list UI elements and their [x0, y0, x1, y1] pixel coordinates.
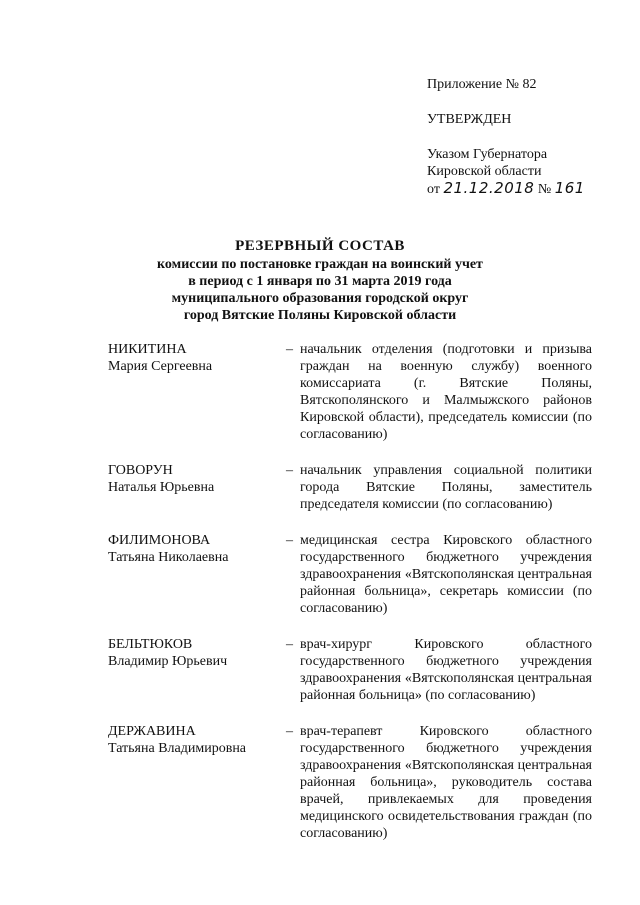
date-prefix: от — [427, 182, 440, 197]
document-title — [120, 238, 520, 324]
member-dash: – — [286, 533, 293, 548]
member-entry — [108, 341, 592, 443]
handwritten-number: 161 — [554, 179, 585, 197]
title-line-3: муниципального образования городской округ — [171, 291, 469, 306]
member-role: врач-хирург Кировского областного государственного бюджетного учреждения здравоохранения «Вятскополянская центральная районная больница» (по согласованию) — [300, 637, 592, 703]
title-main: РЕЗЕРВНЫЙ СОСТАВ — [235, 238, 405, 254]
member-surname: ГОВОРУН — [108, 463, 173, 478]
member-entry — [108, 532, 592, 617]
member-person — [108, 636, 286, 704]
member-surname: БЕЛЬТЮКОВ — [108, 637, 193, 652]
member-person — [108, 723, 286, 842]
member-dash: – — [286, 463, 293, 478]
appendix-label: Приложение № 82 — [427, 77, 537, 92]
member-entry — [108, 636, 592, 704]
member-surname: НИКИТИНА — [108, 342, 187, 357]
member-dash: – — [286, 724, 293, 739]
title-line-4: город Вятские Поляны Кировской области — [183, 308, 457, 323]
member-entry — [108, 462, 592, 513]
member-surname: ДЕРЖАВИНА — [108, 724, 196, 739]
number-prefix: № — [537, 182, 552, 197]
decree-date-line — [427, 180, 627, 198]
member-name: Мария Сергеевна — [108, 359, 213, 374]
member-role: врач-терапевт Кировского областного государственного бюджетного учреждения здравоохранения «Вятскополянская центральная районная больница», руководитель состава врачей, привлекаемых для проведения медицинского освидетельствования граждан (по согласованию) — [300, 724, 592, 841]
decree-line-1: Указом Губернатора — [427, 147, 548, 162]
approved-label: УТВЕРЖДЕН — [427, 112, 512, 127]
title-line-1: комиссии по постановке граждан на воинский учет — [157, 257, 483, 272]
member-role: начальник управления социальной политики города Вятские Поляны, заместитель председателя комиссии (по согласованию) — [300, 463, 592, 512]
member-name: Наталья Юрьевна — [108, 480, 215, 495]
member-person — [108, 462, 286, 513]
member-person — [108, 341, 286, 443]
member-name: Владимир Юрьевич — [108, 654, 228, 669]
member-dash: – — [286, 637, 293, 652]
approval-block — [427, 76, 627, 198]
member-surname: ФИЛИМОНОВА — [108, 533, 211, 548]
member-name: Татьяна Владимировна — [108, 741, 247, 756]
member-role: начальник отделения (подготовки и призыва граждан на военную службу) военного комиссариата (г. Вятские Поляны, Вятскополянского и Малмыжского районов Кировской области), председатель комиссии (по согласованию) — [300, 342, 592, 442]
member-person — [108, 532, 286, 617]
title-line-2: в период с 1 января по 31 марта 2019 года — [188, 274, 452, 289]
decree-line-2: Кировской области — [427, 164, 542, 179]
member-entry — [108, 723, 592, 842]
member-name: Татьяна Николаевна — [108, 550, 229, 565]
member-dash: – — [286, 342, 293, 357]
members-list — [108, 341, 592, 861]
handwritten-date: 21.12.2018 — [443, 179, 535, 197]
member-role: медицинская сестра Кировского областного государственного бюджетного учреждения здравоохранения «Вятскополянская центральная районная больница», секретарь комиссии (по согласованию) — [300, 533, 592, 616]
